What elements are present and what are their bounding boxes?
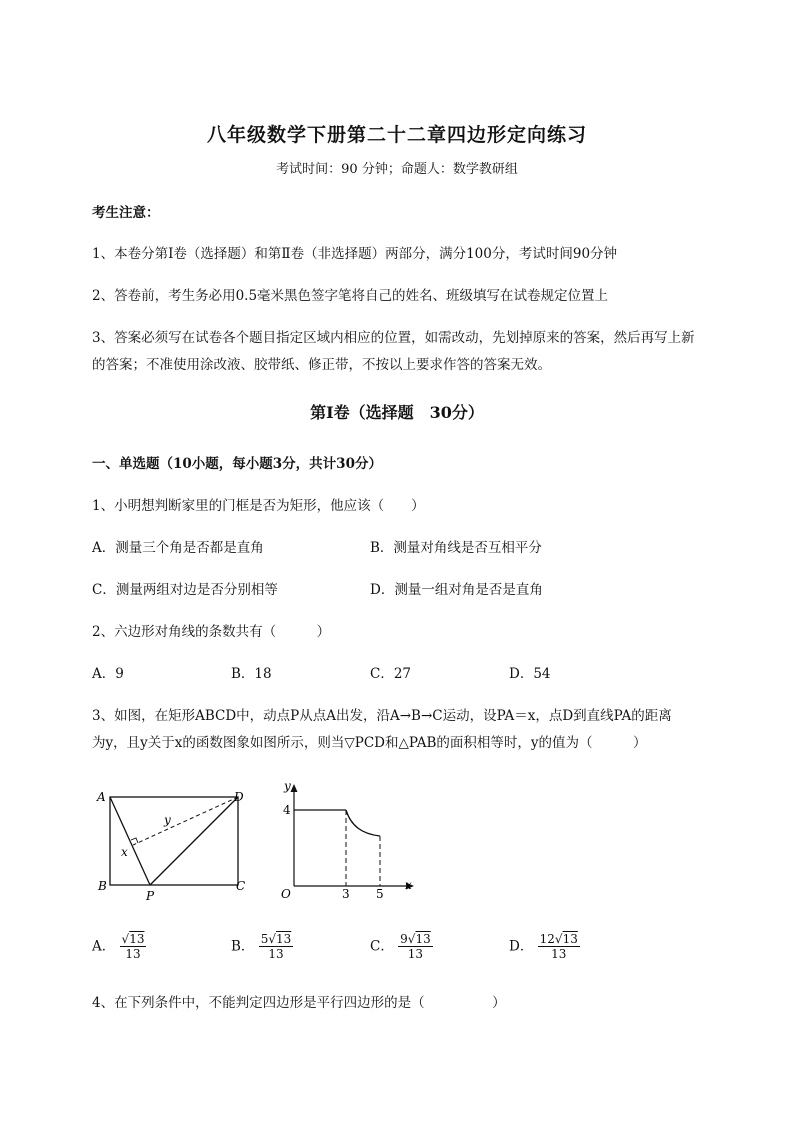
graph-label-origin: O: [281, 887, 291, 900]
q3-option-a-label: A．: [92, 938, 116, 955]
q2-stem: 2、六边形对角线的条数共有（ ）: [92, 624, 331, 640]
q1-option-c: C．测量两组对边是否分别相等: [92, 582, 278, 598]
rectangle-abcd: [110, 797, 238, 885]
notes-heading: 考生注意：: [92, 205, 160, 221]
graph-tick-4: 4: [283, 803, 291, 817]
q3-option-a: [92, 932, 146, 962]
q3-stem-line-2: 为y，且y关于x的函数图象如图所示，则当▽PCD和△PAB的面积相等时，y的值为（ ）: [92, 735, 647, 751]
page-title: 八年级数学下册第二十二章四边形定向练习: [206, 124, 587, 146]
q3-option-d-coef: 12: [539, 932, 555, 946]
q3-option-c: [370, 932, 433, 962]
label-p: P: [146, 889, 155, 903]
q3-option-c-coef: 9: [400, 932, 408, 946]
q2-option-b: B．18: [231, 666, 272, 682]
q2-option-d: D．54: [509, 666, 551, 682]
segment-pd: [150, 797, 238, 885]
label-b: B: [98, 879, 107, 893]
part-heading: 一、单选题（10小题，每小题3分，共计30分）: [92, 456, 382, 472]
q3-option-c-label: C．: [370, 938, 394, 955]
q1-option-a: A．测量三个角是否都是直角: [92, 540, 264, 556]
section-title: 第Ⅰ卷（选择题 30分）: [310, 403, 484, 422]
note-2: 2、答卷前，考生务必用0.5毫米黑色签字笔将自己的姓名、班级填写在试卷规定位置上: [92, 288, 609, 304]
graph-tick-5: 5: [376, 887, 384, 900]
segment-ap: [110, 797, 150, 885]
q1-option-b: B．测量对角线是否互相平分: [370, 540, 542, 556]
label-y: y: [164, 813, 171, 827]
q3-option-b-radicand: 13: [276, 932, 292, 946]
q2-option-c: C．27: [370, 666, 412, 682]
q3-option-c-radicand: 13: [415, 932, 431, 946]
q3-option-b-coef: 5: [260, 932, 269, 946]
q3-option-d-fraction: $\frac{12√13}{13}$: [539, 932, 578, 962]
q2-option-a: A．9: [92, 666, 124, 682]
q3-option-a-fraction: $\frac{√13}{13}$: [121, 932, 145, 962]
q3-option-d-radicand: 13: [562, 932, 578, 946]
q3-option-d-label: D．: [509, 938, 534, 955]
q3-rectangle-figure: [92, 782, 262, 904]
label-d: D: [234, 790, 244, 804]
label-a: A: [97, 790, 106, 804]
q3-option-b-label: B．: [231, 938, 255, 955]
q3-option-b: [231, 932, 293, 962]
graph-tick-3: 3: [342, 887, 350, 900]
q3-function-graph: [272, 776, 422, 900]
perpendicular-y: [133, 797, 238, 845]
q3-option-a-radicand: 13: [129, 932, 145, 946]
label-x: x: [121, 845, 128, 859]
graph-segment-curve: [346, 810, 380, 836]
note-3-line-2: 的答案；不准使用涂改液、胶带纸、修正带，不按以上要求作答的答案无效。: [92, 357, 551, 373]
exam-info: 考试时间：90 分钟；命题人：数学教研组: [276, 162, 518, 177]
right-angle-mark: [131, 838, 138, 843]
y-axis-arrow: [291, 784, 298, 792]
q1-stem: 1、小明想判断家里的门框是否为矩形，他应该（ ）: [92, 498, 425, 514]
note-3-line-1: 3、答案必须写在试卷各个题目指定区域内相应的位置，如需改动，先划掉原来的答案，然后再写上新: [92, 330, 695, 346]
q3-option-d: [509, 932, 580, 962]
q3-option-a-denominator: 13: [125, 947, 141, 962]
q4-stem: 4、在下列条件中，不能判定四边形是平行四边形的是（ ）: [92, 995, 506, 1011]
q3-option-c-denominator: 13: [407, 947, 424, 962]
q3-stem-line-1: 3、如图，在矩形ABCD中，动点P从点A出发，沿A→B→C运动，设PA＝x，点D到直线PA的距离: [92, 708, 672, 724]
q3-option-b-denominator: 13: [268, 947, 284, 962]
q3-option-d-denominator: 13: [551, 947, 567, 962]
note-1: 1、本卷分第Ⅰ卷（选择题）和第Ⅱ卷（非选择题）两部分，满分100分，考试时间90分钟: [92, 246, 618, 262]
graph-label-y: y: [284, 779, 291, 793]
q3-option-b-fraction: $\frac{5√13}{13}$: [260, 932, 292, 962]
graph-label-x: x: [405, 878, 412, 892]
q1-option-d: D．测量一组对角是否是直角: [370, 582, 543, 598]
label-c: C: [236, 879, 246, 893]
q3-option-c-fraction: $\frac{9√13}{13}$: [400, 932, 431, 962]
